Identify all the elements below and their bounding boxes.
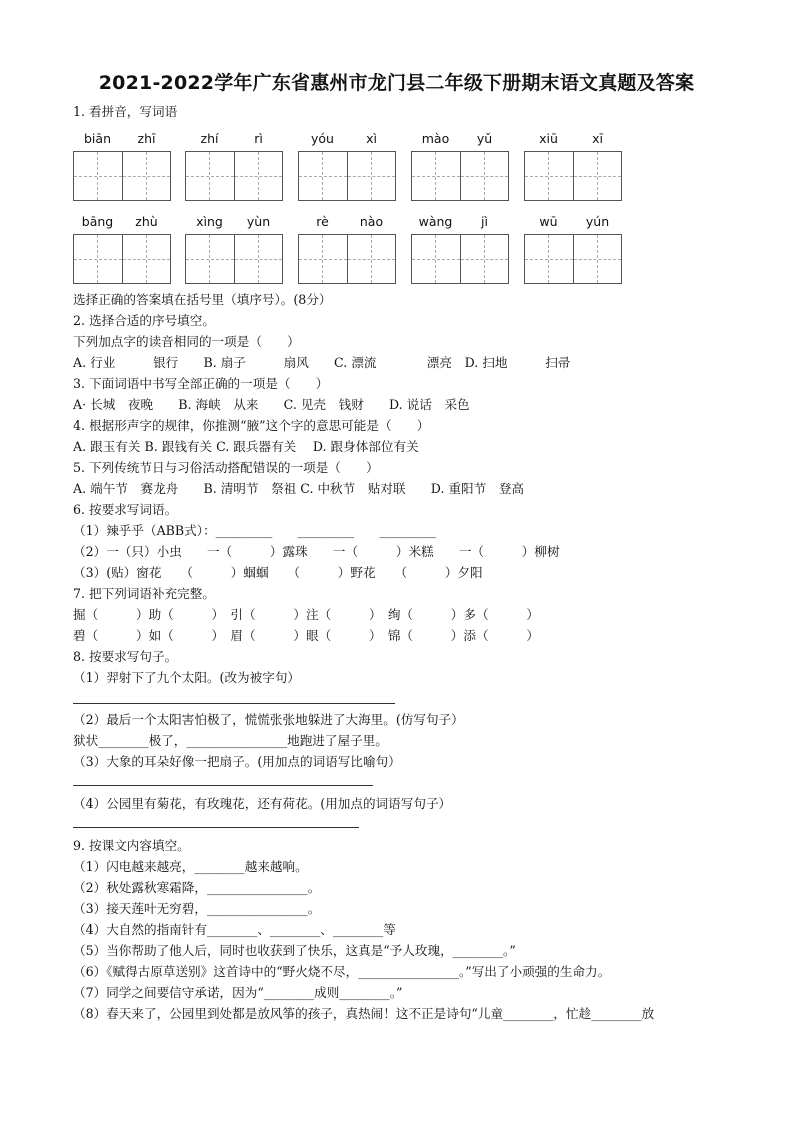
pinyin-group	[411, 214, 509, 284]
question-line: 7. 把下列词语补充完整。	[73, 586, 215, 601]
question-line: 4. 根据形声字的规律，你推测“腋”这个字的意思可能是（ ）	[73, 418, 430, 433]
question-line: （4）公园里有菊花，有玫瑰花，还有荷花。(用加点的词语写句子）	[73, 796, 452, 811]
pinyin-group	[411, 131, 509, 201]
pinyin-syllable: xiū	[539, 131, 558, 146]
question-line: （7）同学之间要信守承诺，因为“________成则________。”	[73, 985, 403, 1000]
question-line: A. 跟玉有关 B. 跟钱有关 C. 跟兵器有关 D. 跟身体部位有关	[73, 439, 419, 454]
question-line: 6. 按要求写词语。	[73, 502, 178, 517]
writing-box[interactable]	[186, 152, 234, 200]
question-line: （1）辣乎乎（ABB式）：_________ _________ _________	[73, 523, 437, 538]
writing-box[interactable]	[299, 235, 347, 283]
question-line: （6）《赋得古原草送别》这首诗中的“野火烧不尽，________________。”写出了小顽强的生命力。	[73, 964, 611, 979]
pinyin-group	[524, 131, 622, 201]
tianzige-boxes[interactable]	[524, 151, 622, 201]
pinyin-group	[185, 214, 283, 284]
writing-box[interactable]	[573, 235, 621, 283]
tianzige-boxes[interactable]	[298, 234, 396, 284]
pinyin-group	[185, 131, 283, 201]
pinyin-group	[298, 131, 396, 201]
tianzige-boxes[interactable]	[185, 151, 283, 201]
question-line: （2）最后一个太阳害怕极了，慌慌张张地躲进了大海里。(仿写句子）	[73, 712, 464, 727]
question-line: （2）一（只）小虫 一（ ）露珠 一（ ）米糕 一（ ）柳树	[73, 544, 560, 559]
tianzige-boxes[interactable]	[411, 151, 509, 201]
pinyin-syllable: rè	[316, 214, 329, 229]
answer-line-8-3	[73, 785, 373, 786]
pinyin-syllable: yǔ	[476, 131, 493, 146]
writing-box[interactable]	[460, 152, 508, 200]
pinyin-syllable: mào	[421, 131, 450, 146]
tianzige-boxes[interactable]	[411, 234, 509, 284]
writing-box[interactable]	[299, 152, 347, 200]
writing-box[interactable]	[347, 235, 395, 283]
writing-box[interactable]	[122, 152, 170, 200]
answer-line-8-1	[73, 703, 395, 704]
pinyin-group	[524, 214, 622, 284]
question-line: A· 长城 夜晚 B. 海峡 从来 C. 见壳 钱财 D. 说话 采色	[73, 397, 470, 412]
pinyin-syllable: rì	[254, 131, 263, 146]
question-line: （1）闪电越来越亮，________越来越响。	[73, 859, 308, 874]
question-line: 选择正确的答案填在括号里（填序号）。(8分）	[73, 292, 332, 307]
question-line: （3）接天莲叶无穷碧，________________。	[73, 901, 321, 916]
question-line: 8. 按要求写句子。	[73, 649, 178, 664]
question-line: A. 行业 银行 B. 扇子 扇风 C. 漂流 漂亮 D. 扫地 扫帚	[73, 355, 571, 370]
pinyin-syllable: xì	[366, 131, 377, 146]
tianzige-boxes[interactable]	[298, 151, 396, 201]
pinyin-syllable: nào	[359, 214, 384, 229]
question-line: 狱状________极了，________________地跑进了屋子里。	[73, 733, 388, 748]
question-line: 下列加点字的读音相同的一项是（ ）	[73, 334, 300, 349]
tianzige-boxes[interactable]	[73, 234, 171, 284]
pinyin-syllable: biān	[84, 131, 111, 146]
pinyin-syllable: wàng	[418, 214, 453, 229]
writing-box[interactable]	[573, 152, 621, 200]
writing-box[interactable]	[74, 235, 122, 283]
question-line: A. 端午节 赛龙舟 B. 清明节 祭祖 C. 中秋节 贴对联 D. 重阳节 登高	[73, 481, 525, 496]
writing-box[interactable]	[234, 235, 282, 283]
pinyin-group	[73, 214, 171, 284]
question-line: 3. 下面词语中书写全部正确的一项是（ ）	[73, 376, 329, 391]
q1-heading: 1. 看拼音，写词语	[73, 104, 178, 119]
pinyin-syllable: xī	[592, 131, 603, 146]
question-line: （4）大自然的指南针有________、________、________等	[73, 922, 396, 937]
writing-box[interactable]	[74, 152, 122, 200]
pinyin-syllable: zhī	[137, 131, 156, 146]
question-line: 碧（ ）如（ ） 眉（ ）眼（ ） 锦（ ）添（ ）	[73, 628, 539, 643]
writing-box[interactable]	[234, 152, 282, 200]
writing-box[interactable]	[525, 152, 573, 200]
page-title: 2021-2022学年广东省惠州市龙门县二年级下册期末语文真题及答案	[98, 72, 695, 94]
tianzige-boxes[interactable]	[185, 234, 283, 284]
pinyin-syllable: bāng	[81, 214, 114, 229]
pinyin-syllable: yùn	[246, 214, 271, 229]
writing-box[interactable]	[186, 235, 234, 283]
question-line: （8）春天来了，公园里到处都是放风筝的孩子，真热闹！这不正是诗句“儿童________，忙趁________放	[73, 1006, 655, 1021]
question-line: （2）秋处露秋寒霜降，________________。	[73, 880, 321, 895]
question-line: （5）当你帮助了他人后，同时也收获到了快乐，这真是“予人玫瑰，________。”	[73, 943, 516, 958]
question-line: （3）(贴）窗花 （ ）蝈蝈 （ ）野花 （ ）夕阳	[73, 565, 483, 580]
question-line: （3）大象的耳朵好像一把扇子。(用加点的词语写比喻句）	[73, 754, 401, 769]
question-line: 9. 按课文内容填空。	[73, 838, 190, 853]
pinyin-syllable: yóu	[311, 131, 334, 146]
writing-box[interactable]	[412, 235, 460, 283]
writing-box[interactable]	[347, 152, 395, 200]
pinyin-group	[298, 214, 396, 284]
pinyin-syllable: xìng	[196, 214, 223, 229]
writing-box[interactable]	[412, 152, 460, 200]
question-line: 2. 选择合适的序号填空。	[73, 313, 215, 328]
question-line: 掘（ ）助（ ） 引（ ）注（ ） 绚（ ）多（ ）	[73, 607, 539, 622]
tianzige-boxes[interactable]	[524, 234, 622, 284]
tianzige-boxes[interactable]	[73, 151, 171, 201]
writing-box[interactable]	[122, 235, 170, 283]
pinyin-syllable: jì	[481, 214, 488, 229]
writing-box[interactable]	[525, 235, 573, 283]
pinyin-syllable: yún	[585, 214, 610, 229]
question-line: 5. 下列传统节日与习俗活动搭配错误的一项是（ ）	[73, 460, 379, 475]
pinyin-syllable: zhù	[135, 214, 158, 229]
pinyin-syllable: zhí	[200, 131, 219, 146]
pinyin-syllable: wū	[539, 214, 558, 229]
pinyin-group	[73, 131, 171, 201]
writing-box[interactable]	[460, 235, 508, 283]
question-line: （1）羿射下了九个太阳。(改为被字句）	[73, 670, 301, 685]
answer-line-8-4	[73, 827, 359, 828]
